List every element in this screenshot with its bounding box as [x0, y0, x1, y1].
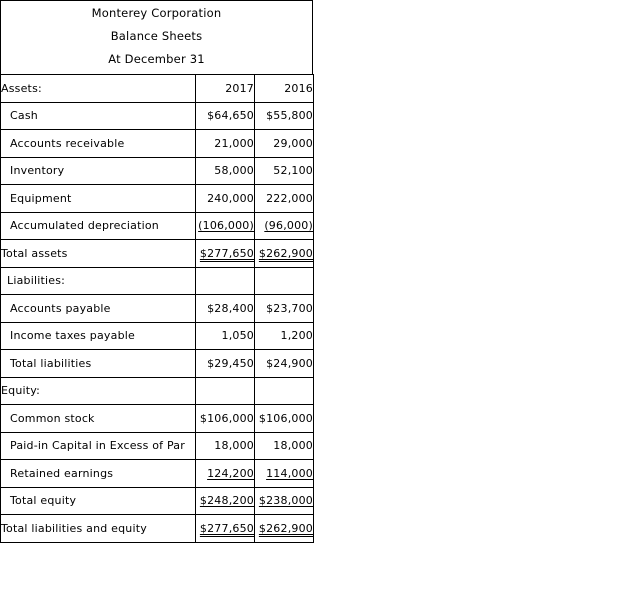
year-2016-header: 2016: [255, 75, 314, 103]
row-label: Paid-in Capital in Excess of Par: [1, 432, 196, 460]
value-2017: $29,450: [196, 350, 255, 378]
value-2017: 124,200: [207, 466, 254, 480]
value-2017: $248,200: [199, 494, 254, 508]
table-row: [1, 102, 314, 130]
value-2017: $106,000: [196, 405, 255, 433]
total-row: [1, 240, 314, 268]
total-row: [1, 515, 314, 543]
value-2016: (96,000): [264, 219, 313, 233]
row-label: Total liabilities: [1, 350, 196, 378]
row-label: Cash: [1, 102, 196, 130]
table-row: [1, 295, 314, 323]
row-label: Total equity: [1, 487, 196, 515]
total-row: [1, 487, 314, 515]
value-2016: 18,000: [255, 432, 314, 460]
row-label: Common stock: [1, 405, 196, 433]
table-row: [1, 130, 314, 158]
row-label: Income taxes payable: [1, 322, 196, 350]
row-label: Total assets: [1, 240, 196, 268]
table-row: [1, 432, 314, 460]
value-2016: 222,000: [255, 185, 314, 213]
table-row: [1, 405, 314, 433]
value-2017: 58,000: [196, 157, 255, 185]
liabilities-heading: Liabilities:: [1, 267, 196, 295]
balance-sheet-table: [0, 74, 314, 543]
table-row: [1, 212, 314, 240]
row-label: Inventory: [1, 157, 196, 185]
value-2017: $277,650: [199, 521, 254, 535]
row-label: Accounts payable: [1, 295, 196, 323]
value-2017: [196, 267, 255, 295]
statement-title: Balance Sheets: [110, 29, 203, 43]
company-name: Monterey Corporation: [91, 6, 222, 20]
total-row: [1, 350, 314, 378]
value-2016: $55,800: [255, 102, 314, 130]
row-label: Total liabilities and equity: [1, 515, 196, 543]
value-2016: [255, 377, 314, 405]
value-2017: $277,650: [199, 246, 254, 260]
row-label: Retained earnings: [1, 460, 196, 488]
value-2017: 21,000: [196, 130, 255, 158]
table-row: [1, 460, 314, 488]
value-2017: [196, 377, 255, 405]
value-2016: 1,200: [255, 322, 314, 350]
equity-heading: Equity:: [1, 377, 196, 405]
statement-date: At December 31: [108, 52, 205, 66]
row-label: Accounts receivable: [1, 130, 196, 158]
value-2016: 52,100: [255, 157, 314, 185]
section-heading-row: [1, 377, 314, 405]
value-2017: 240,000: [196, 185, 255, 213]
value-2016: [255, 267, 314, 295]
value-2017: (106,000): [198, 219, 254, 233]
section-heading-row: [1, 267, 314, 295]
value-2016: $262,900: [258, 521, 313, 535]
year-2017-header: 2017: [196, 75, 255, 103]
row-label: Equipment: [1, 185, 196, 213]
value-2017: $28,400: [196, 295, 255, 323]
value-2016: $23,700: [255, 295, 314, 323]
row-label: Accumulated depreciation: [1, 212, 196, 240]
table-row: [1, 157, 314, 185]
value-2017: 18,000: [196, 432, 255, 460]
assets-heading: Assets:: [1, 75, 196, 103]
value-2016: $238,000: [258, 494, 313, 508]
column-header-row: [1, 75, 314, 103]
balance-sheet: [0, 0, 313, 535]
table-row: [1, 322, 314, 350]
statement-header: [0, 0, 313, 75]
value-2017: 1,050: [196, 322, 255, 350]
table-row: [1, 185, 314, 213]
value-2016: 29,000: [255, 130, 314, 158]
value-2016: $262,900: [258, 246, 313, 260]
value-2016: $24,900: [255, 350, 314, 378]
value-2016: 114,000: [266, 466, 313, 480]
value-2017: $64,650: [196, 102, 255, 130]
value-2016: $106,000: [255, 405, 314, 433]
